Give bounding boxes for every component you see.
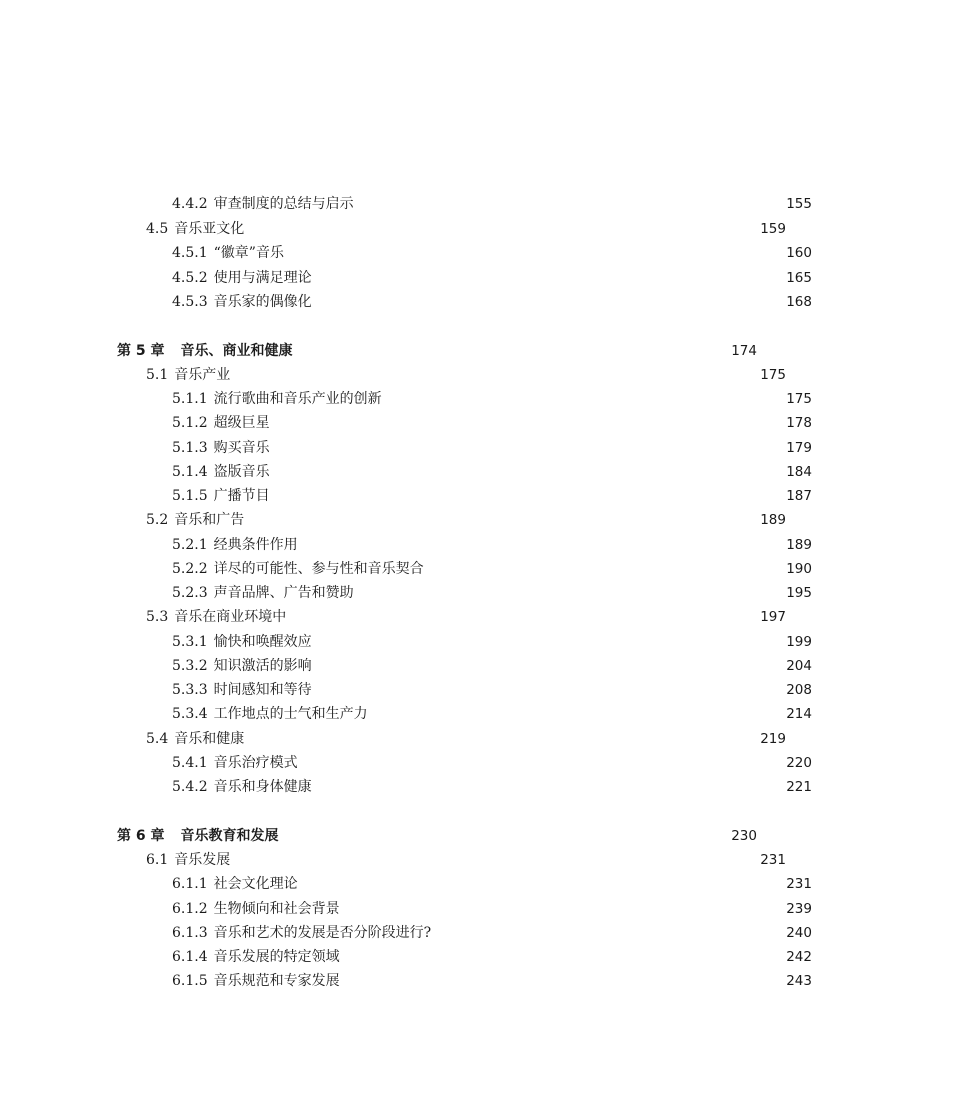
- dot-leader: [297, 339, 718, 363]
- toc-section-entry: [0, 848, 946, 872]
- toc-entry-number: 5.1.4: [172, 464, 208, 480]
- toc-entry-body: [172, 241, 972, 265]
- dot-leader: [435, 921, 772, 945]
- toc-subsection-entry: [0, 945, 972, 969]
- toc-entry-body: [172, 945, 972, 969]
- toc-entry-body: [172, 436, 972, 460]
- toc-entry-title: 详尽的可能性、参与性和音乐契合: [213, 561, 424, 577]
- toc-subsection-entry: [0, 192, 972, 216]
- toc-entry-body: [172, 775, 972, 799]
- toc-entry-title: 时间感知和等待: [213, 682, 312, 698]
- toc-entry-body: [172, 411, 972, 435]
- toc-entry-page-number: 214: [786, 706, 812, 722]
- dot-leader: [316, 775, 772, 799]
- dot-leader: [234, 363, 746, 387]
- toc-entry-title: 音乐和健康: [174, 731, 245, 747]
- dot-leader: [316, 266, 772, 290]
- toc-entry-page-number: 208: [786, 682, 812, 698]
- dot-leader: [248, 217, 746, 241]
- toc-subsection-entry: [0, 411, 972, 435]
- toc-subsection-entry: [0, 872, 972, 896]
- toc-entry-body: [172, 557, 972, 581]
- dot-leader: [248, 727, 746, 751]
- toc-entry-body: [117, 339, 917, 363]
- toc-entry-body: [172, 192, 972, 216]
- toc-entry-body: [172, 387, 972, 411]
- toc-subsection-entry: [0, 751, 972, 775]
- toc-entry-number: 5.2.2: [172, 561, 208, 577]
- toc-entry-number: 5.1.3: [172, 440, 208, 456]
- toc-entry-title: 音乐和身体健康: [213, 779, 312, 795]
- toc-entry-body: [172, 872, 972, 896]
- toc-entry-body: [172, 581, 972, 605]
- toc-subsection-entry: [0, 581, 972, 605]
- toc-entry-page-number: 190: [786, 561, 812, 577]
- toc-entry-page-number: 230: [731, 828, 757, 844]
- dot-leader: [316, 654, 772, 678]
- toc-entry-number: 6.1.2: [172, 901, 208, 917]
- toc-entry-page-number: 165: [786, 270, 812, 286]
- dot-leader: [316, 678, 772, 702]
- toc-entry-number: 6.1: [146, 852, 169, 868]
- toc-subsection-entry: [0, 533, 972, 557]
- toc-entry-number: 4.5.1: [172, 245, 208, 261]
- dot-leader: [302, 872, 772, 896]
- toc-entry-body: [172, 533, 972, 557]
- toc-entry-title: 超级巨星: [213, 415, 270, 431]
- toc-entry-body: [172, 921, 972, 945]
- toc-entry-title: 流行歌曲和音乐产业的创新: [213, 391, 382, 407]
- toc-entry-title: 审查制度的总结与启示: [213, 196, 354, 212]
- toc-entry-page-number: 195: [786, 585, 812, 601]
- toc-subsection-entry: [0, 290, 972, 314]
- toc-entry-number: 5.4: [146, 731, 169, 747]
- toc-subsection-entry: [0, 702, 972, 726]
- dot-leader: [372, 702, 772, 726]
- toc-entry-title: 生物倾向和社会背景: [213, 901, 340, 917]
- toc-entry-title: 购买音乐: [213, 440, 270, 456]
- toc-entry-page-number: 219: [760, 731, 786, 747]
- toc-entry-title: 经典条件作用: [213, 537, 298, 553]
- toc-entry-number: 5.3.3: [172, 682, 208, 698]
- toc-entry-number: 4.4.2: [172, 196, 208, 212]
- toc-entry-number: 5.2.3: [172, 585, 208, 601]
- toc-subsection-entry: [0, 630, 972, 654]
- toc-entry-title: 音乐发展的特定领域: [213, 949, 340, 965]
- dot-leader: [302, 533, 772, 557]
- toc-subsection-entry: [0, 897, 972, 921]
- toc-subsection-entry: [0, 460, 972, 484]
- toc-entry-page-number: 231: [786, 876, 812, 892]
- toc-chapter-entry: [0, 824, 917, 848]
- toc-subsection-entry: [0, 241, 972, 265]
- toc-entry-title: 音乐家的偶像化: [213, 294, 312, 310]
- dot-leader: [344, 897, 772, 921]
- toc-section-entry: [0, 508, 946, 532]
- dot-leader: [288, 241, 772, 265]
- dot-leader: [316, 630, 772, 654]
- toc-entry-body: [172, 678, 972, 702]
- toc-entry-title: 广播节目: [213, 488, 270, 504]
- toc-entry-page-number: 240: [786, 925, 812, 941]
- toc-entry-page-number: 187: [786, 488, 812, 504]
- toc-entry-title: 音乐在商业环境中: [174, 609, 287, 625]
- toc-entry-page-number: 189: [786, 537, 812, 553]
- toc-entry-title: 音乐亚文化: [174, 221, 245, 237]
- toc-entry-body: [172, 897, 972, 921]
- toc-entry-page-number: 168: [786, 294, 812, 310]
- toc-entry-body: [172, 969, 972, 993]
- toc-entry-page-number: 220: [786, 755, 812, 771]
- toc-entry-number: 5.2.1: [172, 537, 208, 553]
- dot-leader: [386, 387, 772, 411]
- dot-leader: [358, 581, 772, 605]
- toc-subsection-entry: [0, 969, 972, 993]
- toc-section-entry: [0, 217, 946, 241]
- toc-entry-number: 4.5.3: [172, 294, 208, 310]
- toc-entry-page-number: 199: [786, 634, 812, 650]
- toc-entry-page-number: 174: [731, 343, 757, 359]
- toc-entry-number: 5.1.1: [172, 391, 208, 407]
- toc-entry-number: 5.3.1: [172, 634, 208, 650]
- toc-section-entry: [0, 727, 946, 751]
- dot-leader: [234, 848, 746, 872]
- toc-entry-title: 使用与满足理论: [213, 270, 312, 286]
- dot-leader: [428, 557, 772, 581]
- dot-leader: [274, 436, 772, 460]
- toc-entry-body: [117, 824, 917, 848]
- toc-entry-number: 第 6 章: [117, 828, 165, 844]
- toc-subsection-entry: [0, 484, 972, 508]
- toc-entry-page-number: 197: [760, 609, 786, 625]
- dot-leader: [248, 508, 746, 532]
- toc-entry-number: 6.1.3: [172, 925, 208, 941]
- toc-entry-title: 音乐教育和发展: [180, 828, 279, 844]
- toc-entry-body: [172, 290, 972, 314]
- toc-entry-body: [172, 266, 972, 290]
- toc-entry-title: 音乐和艺术的发展是否分阶段进行?: [213, 925, 432, 941]
- toc-entry-title: 音乐、商业和健康: [180, 343, 293, 359]
- toc-entry-body: [172, 654, 972, 678]
- toc-entry-page-number: 189: [760, 512, 786, 528]
- toc-entry-number: 6.1.1: [172, 876, 208, 892]
- toc-subsection-entry: [0, 921, 972, 945]
- toc-entry-title: “徽章”音乐: [213, 245, 284, 261]
- toc-entry-title: 声音品牌、广告和赞助: [213, 585, 354, 601]
- toc-entry-page-number: 242: [786, 949, 812, 965]
- toc-entry-body: [172, 630, 972, 654]
- toc-section-entry: [0, 363, 946, 387]
- toc-entry-title: 音乐发展: [174, 852, 231, 868]
- toc-entry-page-number: 155: [786, 196, 812, 212]
- toc-section-entry: [0, 605, 946, 629]
- toc-chapter-entry: [0, 339, 917, 363]
- dot-leader: [344, 969, 772, 993]
- toc-entry-number: 5.1.5: [172, 488, 208, 504]
- dot-leader: [344, 945, 772, 969]
- toc-entry-number: 6.1.5: [172, 973, 208, 989]
- dot-leader: [274, 484, 772, 508]
- toc-entry-body: [146, 508, 946, 532]
- toc-entry-number: 5.3: [146, 609, 169, 625]
- toc-entry-number: 5.4.1: [172, 755, 208, 771]
- toc-entry-body: [146, 848, 946, 872]
- toc-entry-title: 音乐规范和专家发展: [213, 973, 340, 989]
- toc-entry-body: [172, 751, 972, 775]
- toc-entry-body: [146, 727, 946, 751]
- toc-subsection-entry: [0, 775, 972, 799]
- toc-entry-number: 第 5 章: [117, 343, 165, 359]
- toc-entry-page-number: 231: [760, 852, 786, 868]
- dot-leader: [283, 824, 718, 848]
- toc-entry-title: 愉快和唤醒效应: [213, 634, 312, 650]
- toc-entry-body: [172, 460, 972, 484]
- toc-entry-page-number: 204: [786, 658, 812, 674]
- dot-leader: [290, 605, 746, 629]
- dot-leader: [358, 192, 772, 216]
- toc-entry-page-number: 175: [786, 391, 812, 407]
- dot-leader: [302, 751, 772, 775]
- toc-entry-number: 5.1: [146, 367, 169, 383]
- toc-entry-title: 音乐产业: [174, 367, 231, 383]
- toc-entry-number: 5.2: [146, 512, 169, 528]
- toc-entry-page-number: 179: [786, 440, 812, 456]
- toc-entry-number: 4.5.2: [172, 270, 208, 286]
- toc-entry-body: [172, 484, 972, 508]
- toc-entry-page-number: 178: [786, 415, 812, 431]
- toc-entry-page-number: 239: [786, 901, 812, 917]
- dot-leader: [274, 411, 772, 435]
- toc-entry-body: [172, 702, 972, 726]
- dot-leader: [274, 460, 772, 484]
- toc-entry-page-number: 159: [760, 221, 786, 237]
- toc-entry-number: 5.3.2: [172, 658, 208, 674]
- toc-entry-page-number: 243: [786, 973, 812, 989]
- toc-entry-body: [146, 363, 946, 387]
- toc-subsection-entry: [0, 436, 972, 460]
- toc-entry-body: [146, 217, 946, 241]
- toc-entry-page-number: 175: [760, 367, 786, 383]
- dot-leader: [316, 290, 772, 314]
- toc-entry-body: [146, 605, 946, 629]
- toc-subsection-entry: [0, 266, 972, 290]
- toc-entry-number: 5.3.4: [172, 706, 208, 722]
- toc-entry-number: 5.1.2: [172, 415, 208, 431]
- toc-entry-number: 4.5: [146, 221, 169, 237]
- toc-entry-title: 社会文化理论: [213, 876, 298, 892]
- toc-entry-title: 工作地点的士气和生产力: [213, 706, 368, 722]
- toc-entry-title: 音乐治疗模式: [213, 755, 298, 771]
- toc-subsection-entry: [0, 387, 972, 411]
- toc-entry-number: 5.4.2: [172, 779, 208, 795]
- toc-subsection-entry: [0, 557, 972, 581]
- toc-entry-title: 音乐和广告: [174, 512, 245, 528]
- toc-entry-page-number: 221: [786, 779, 812, 795]
- toc-entry-number: 6.1.4: [172, 949, 208, 965]
- toc-entry-page-number: 184: [786, 464, 812, 480]
- toc-subsection-entry: [0, 654, 972, 678]
- toc-entry-title: 知识激活的影响: [213, 658, 312, 674]
- toc-subsection-entry: [0, 678, 972, 702]
- toc-entry-title: 盗版音乐: [213, 464, 270, 480]
- toc-entry-page-number: 160: [786, 245, 812, 261]
